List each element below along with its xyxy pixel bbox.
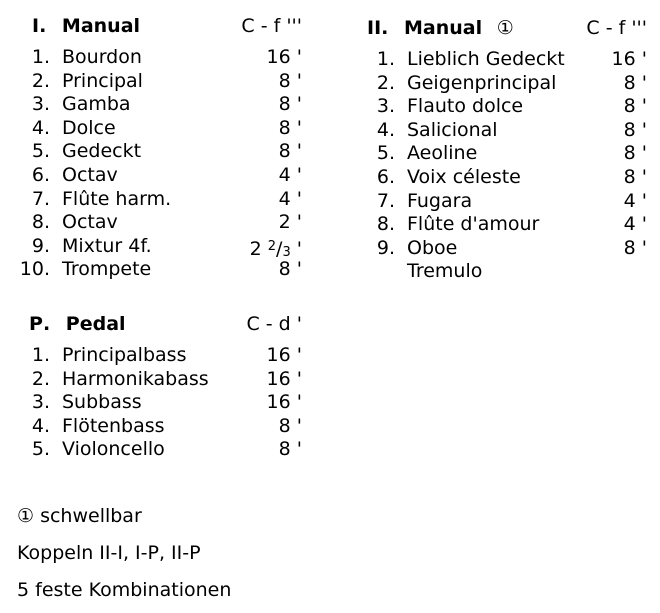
stop-number: 4.	[376, 118, 395, 141]
stop-row	[0, 70, 320, 94]
stop-name: Salicional	[407, 118, 498, 141]
pitch-denominator: 3	[282, 244, 291, 260]
stop-number: 2.	[31, 367, 50, 390]
stop-pitch: 4 '	[623, 189, 647, 212]
stop-pitch: 16 '	[266, 344, 302, 366]
stop-row	[0, 164, 320, 188]
stop-name: Flûte d'amour	[407, 213, 540, 236]
pitch-whole: 2	[249, 237, 262, 260]
stop-row	[345, 237, 650, 261]
stop-number: 1.	[31, 344, 50, 366]
stop-name: Gamba	[62, 93, 131, 116]
stop-row	[0, 188, 320, 212]
stop-pitch: 8 '	[278, 93, 302, 116]
stop-pitch: 16 '	[266, 46, 302, 68]
stop-pitch: 8 '	[278, 140, 302, 163]
stop-row	[345, 72, 650, 96]
stop-name: Principal	[62, 69, 143, 92]
stop-row	[0, 117, 320, 141]
couplers-note: Koppeln II-I, I-P, II-P	[17, 542, 201, 564]
stop-name: Tremulo	[407, 260, 483, 283]
stop-name: Lieblich Gedeckt	[407, 48, 565, 70]
stop-row	[345, 95, 650, 119]
compass-range: C - f '''	[586, 17, 647, 39]
stop-name: Subbass	[62, 391, 142, 414]
stop-name: Oboe	[407, 236, 458, 259]
combinations-note: 5 feste Kombinationen	[17, 579, 232, 601]
division-heading	[32, 14, 140, 38]
stop-pitch: 2 '	[278, 211, 302, 234]
stop-name: Geigenprincipal	[407, 71, 557, 94]
division-pedal	[0, 312, 320, 462]
division-title: Manual	[61, 15, 141, 37]
stop-number: 3.	[376, 95, 395, 118]
stop-name: Flûte harm.	[62, 187, 172, 210]
stop-number: 4.	[31, 414, 50, 437]
division-title: Pedal	[65, 313, 126, 335]
stop-row	[345, 48, 650, 72]
stop-row	[345, 260, 650, 284]
stop-name: Aeoline	[407, 142, 478, 165]
compass-range: C - f '''	[241, 15, 302, 37]
compass-range: C - d '	[246, 313, 302, 335]
stop-list	[0, 344, 320, 462]
division-numeral-dot: .	[381, 17, 389, 39]
stop-number: 10.	[19, 258, 50, 281]
swell-marker: ①	[496, 17, 514, 39]
division-title: Manual	[403, 17, 483, 39]
stop-row	[0, 211, 320, 235]
stop-list	[345, 48, 650, 284]
stop-name: Flauto dolce	[407, 95, 524, 118]
stop-number: 3.	[31, 93, 50, 116]
stop-row	[0, 140, 320, 164]
stop-name: Octav	[62, 211, 118, 234]
stop-row	[345, 190, 650, 214]
division-heading	[367, 16, 514, 40]
stop-number: 5.	[376, 142, 395, 165]
stop-name: Dolce	[62, 116, 116, 139]
division-manual-2	[345, 16, 650, 288]
stop-pitch: 8 '	[278, 116, 302, 139]
stop-row	[0, 235, 320, 259]
stop-number: 5.	[31, 140, 50, 163]
stop-row	[345, 142, 650, 166]
stop-row	[0, 258, 320, 282]
stop-number: 5.	[31, 438, 50, 461]
stop-pitch: 4 '	[278, 187, 302, 210]
stop-number: 8.	[31, 211, 50, 234]
stop-name: Trompete	[62, 258, 152, 281]
stop-number: 3.	[31, 391, 50, 414]
stop-number: 1.	[376, 48, 395, 70]
stop-row	[0, 344, 320, 368]
stop-row	[345, 119, 650, 143]
stop-number: 7.	[376, 189, 395, 212]
stop-pitch: 8 '	[623, 142, 647, 165]
stop-row	[0, 415, 320, 439]
stop-number: 9.	[376, 236, 395, 259]
stop-number: 2.	[31, 69, 50, 92]
stop-name: Fugara	[407, 189, 473, 212]
stop-number: 6.	[31, 163, 50, 186]
stop-pitch: 8 '	[623, 165, 647, 188]
stop-pitch: 4 '	[623, 213, 647, 236]
stop-name: Bourdon	[62, 46, 142, 68]
stop-row	[345, 166, 650, 190]
stop-row	[0, 391, 320, 415]
stop-row	[0, 93, 320, 117]
stop-number: 6.	[376, 165, 395, 188]
stop-name: Voix céleste	[407, 165, 521, 188]
stop-pitch: 8 '	[278, 438, 302, 461]
pitch-fraction-slash: /	[276, 237, 283, 260]
stop-pitch: 8 '	[623, 71, 647, 94]
stop-name: Octav	[62, 163, 118, 186]
stop-pitch: 16 '	[611, 48, 647, 70]
division-numeral: I	[32, 15, 40, 37]
division-numeral: P	[29, 313, 43, 335]
pitch-unit: '	[290, 237, 302, 260]
stop-pitch: 4 '	[278, 163, 302, 186]
stop-pitch: 8 '	[623, 236, 647, 259]
division-numeral-dot: .	[39, 15, 47, 37]
stop-number: 1.	[31, 46, 50, 68]
stop-pitch: 8 '	[623, 118, 647, 141]
stop-name: Flötenbass	[62, 414, 165, 437]
stop-name: Mixtur 4f.	[62, 234, 152, 257]
stop-pitch: 8 '	[278, 414, 302, 437]
stop-name: Gedeckt	[62, 140, 142, 163]
swell-note: ① schwellbar	[17, 505, 142, 527]
division-numeral-dot: .	[42, 313, 51, 335]
stop-list	[0, 46, 320, 282]
stop-pitch: 16 '	[266, 391, 302, 414]
division-heading	[29, 312, 126, 336]
stop-number: 9.	[31, 234, 50, 257]
division-numeral: II	[367, 17, 382, 39]
stop-number: 7.	[31, 187, 50, 210]
stop-name: Principalbass	[62, 344, 187, 366]
stop-pitch: 8 '	[278, 258, 302, 281]
stop-row	[0, 438, 320, 462]
stop-name: Violoncello	[62, 438, 165, 461]
pitch-numerator: 2	[267, 238, 277, 254]
stop-number: 4.	[31, 116, 50, 139]
division-manual-1	[0, 14, 320, 281]
stop-pitch: 8 '	[623, 95, 647, 118]
stop-number: 8.	[376, 213, 395, 236]
stop-row	[0, 368, 320, 392]
stop-pitch: 16 '	[266, 367, 302, 390]
stop-row	[0, 46, 320, 70]
stop-name: Harmonikabass	[62, 367, 209, 390]
stop-row	[345, 213, 650, 237]
stop-number: 2.	[376, 71, 395, 94]
stop-pitch: 8 '	[278, 69, 302, 92]
